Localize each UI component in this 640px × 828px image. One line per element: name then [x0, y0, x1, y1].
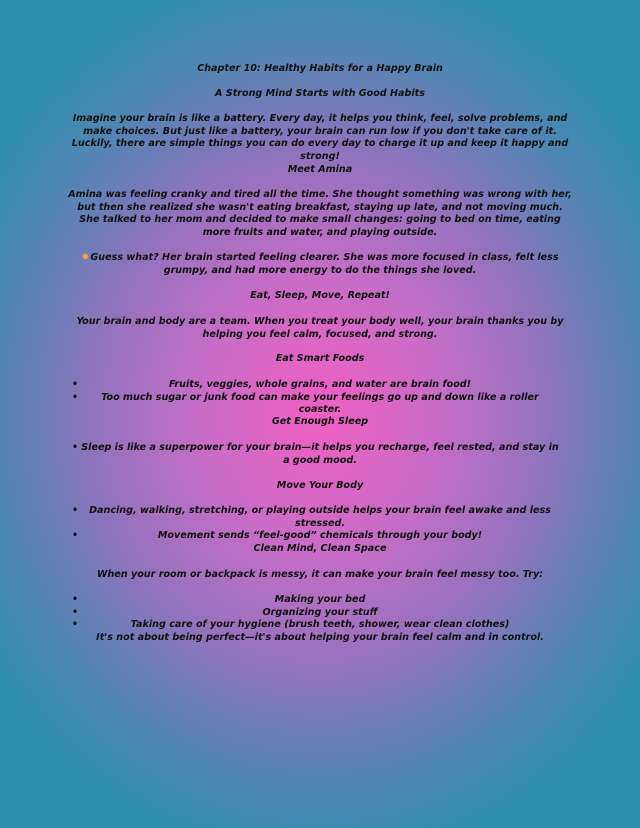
list-item: • Making your bed: [0, 594, 640, 607]
list-item: • Movement sends “feel-good” chemicals through your body!: [0, 530, 640, 543]
routine-heading: Eat, Sleep, Move, Repeat!: [250, 290, 390, 301]
intro-heading: A Strong Mind Starts with Good Habits: [215, 88, 425, 99]
sleep-list: [0, 442, 640, 467]
list-item: • Dancing, walking, stretching, or playing outside helps your brain feel awake and less stressed.: [0, 505, 640, 530]
result-paragraph: Guess what? Her brain started feeling clearer. She was more focused in class, felt less grumpy, and had more energy to do the things she loved.: [90, 252, 559, 276]
move-list: [0, 505, 640, 543]
sleep-heading: Get Enough Sleep: [271, 416, 369, 427]
clean-list: [0, 594, 640, 632]
sun-icon: ✹: [81, 252, 90, 263]
story-heading: Meet Amina: [287, 164, 353, 175]
list-item: • Sleep is like a superpower for your brain—it helps you recharge, feel rested, and stay in a good mood.: [0, 442, 640, 467]
list-item: • Organizing your stuff: [0, 607, 640, 620]
food-heading: Eat Smart Foods: [275, 353, 365, 364]
clean-intro: When your room or backpack is messy, it can make your brain feel messy too. Try:: [96, 569, 544, 580]
closing-line: It's not about being perfect—it's about helping your brain feel calm and in control.: [96, 632, 544, 643]
list-item: • Taking care of your hygiene (brush teeth, shower, wear clean clothes): [0, 619, 640, 632]
chapter-title: Chapter 10: Healthy Habits for a Happy Brain: [197, 63, 443, 74]
food-list: [0, 379, 640, 417]
list-item: • Too much sugar or junk food can make your feelings go up and down like a roller coaster.: [0, 392, 640, 417]
result-paragraph-block: [66, 252, 574, 277]
clean-heading: Clean Mind, Clean Space: [253, 543, 387, 554]
move-heading: Move Your Body: [276, 480, 364, 491]
routine-paragraph: Your brain and body are a team. When you treat your body well, your brain thanks you by helping you feel calm, focused, and strong.: [76, 316, 564, 340]
story-paragraph: Amina was feeling cranky and tired all the time. She thought something was wrong with her, but then she realized she wasn't eating breakfast, staying up late, and not moving much. She talked to her mom and decided to make small changes: going to bed on time, eating more fruits and water, and playing outside.: [68, 189, 572, 238]
intro-paragraph: Imagine your brain is like a battery. Every day, it helps you think, feel, solve problems, and make choices. But just like a battery, your brain can run low if you don't take care of it. Luckily, there are simple things you can do every day to charge it up and keep it happy and strong!: [71, 113, 569, 162]
list-item: • Fruits, veggies, whole grains, and water are brain food!: [0, 379, 640, 392]
